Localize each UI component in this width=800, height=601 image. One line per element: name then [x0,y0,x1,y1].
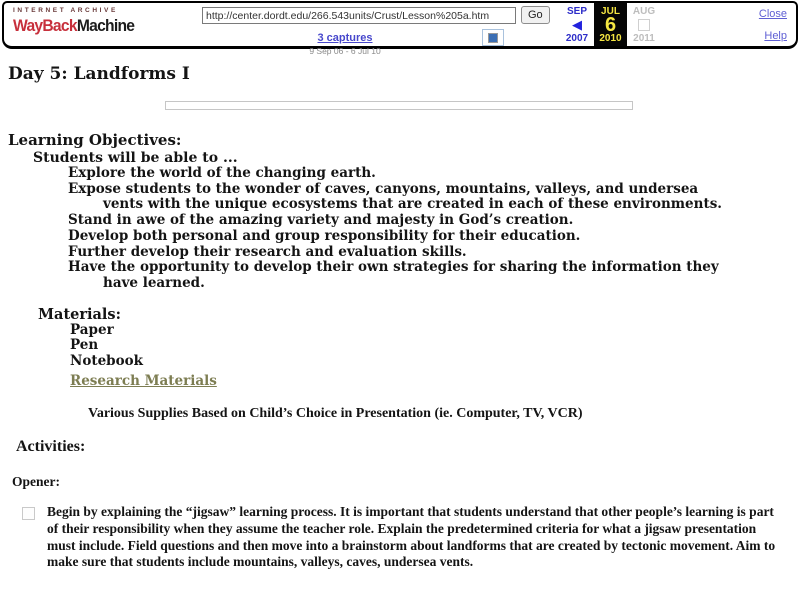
help-link[interactable]: Help [764,30,787,42]
objective-line: Stand in awe of the amazing variety and majesty in God’s creation. [68,212,574,229]
lesson-page [0,64,800,571]
next-capture-column [627,3,661,46]
objective-line: Further develop their research and evaluation skills. [68,243,467,260]
captures-date-range: 9 Sep 06 - 6 Jul 10 [309,45,381,56]
objective-line: Explore the world of the changing earth. [68,165,376,181]
material-item: Paper [70,321,114,338]
opener-item [8,504,800,570]
next-capture-placeholder-icon [638,19,650,31]
captures-info [270,28,420,56]
horizontal-rule-bar [165,101,633,110]
next-year-label: 2011 [633,33,655,44]
activities-heading: Activities: [16,438,86,456]
internet-archive-label: INTERNET ARCHIVE [13,7,118,14]
current-capture-column [594,3,627,46]
go-button[interactable]: Go [521,6,550,24]
material-item: Pen [70,337,99,354]
materials-heading: Materials: [38,305,121,323]
broken-image-icon [482,29,504,46]
objective-line: Expose students to the wonder of caves, canyons, mountains, valleys, and undersea [68,180,699,197]
capture-date-navigator [560,3,661,46]
current-year-label: 2010 [599,33,622,44]
page-title: Day 5: Landforms I [8,64,190,84]
prev-month-label: SEP [566,6,587,17]
wayback-logo[interactable] [13,8,145,34]
opener-paragraph: Begin by explaining the “jigsaw” learning process. It is important that students understand that other people’s learning is part of their responsibility when they assume the teacher role. Explain the predetermined criteria for what a jigsaw presentation must include. Field questions and then move into a brainstorm about landforms that are created by tectonic movement. Aim to make sure that students include mountains, valleys, caves, undersea vents. [47,504,776,570]
broken-image-glyph [488,33,498,43]
prev-year-link[interactable]: 2007 [565,33,589,44]
research-materials-link[interactable]: Research Materials [70,372,217,389]
opener-checkbox[interactable] [22,507,35,520]
objective-line: vents with the unique ecosystems that are created in each of these environments. [103,196,723,213]
next-month-label: AUG [632,6,656,17]
supplies-note: Various Supplies Based on Child’s Choice in Presentation (ie. Computer, TV, VCR) [88,406,583,422]
prev-capture-column [560,3,594,46]
opener-heading: Opener: [12,474,60,490]
material-item: Notebook [70,353,143,370]
url-input[interactable] [202,7,516,24]
close-toolbar-link[interactable]: Close [758,8,787,20]
current-day-label: 6 [604,14,617,36]
learning-objectives-heading: Learning Objectives: [8,131,182,149]
current-month-label: JUL [601,6,620,17]
objective-line: have learned. [103,274,205,291]
objective-line: Develop both personal and group responsibility for their education. [68,227,581,244]
objective-line: Have the opportunity to develop their own strategies for sharing the information they [68,259,719,276]
captures-link[interactable]: 3 captures [317,32,373,44]
wayback-toolbar [2,1,798,56]
prev-capture-arrow-icon[interactable]: ◀ [572,17,582,32]
objectives-intro: Students will be able to ... [33,150,238,166]
wayback-machine-wordmark: WayBackMachine [13,15,135,35]
